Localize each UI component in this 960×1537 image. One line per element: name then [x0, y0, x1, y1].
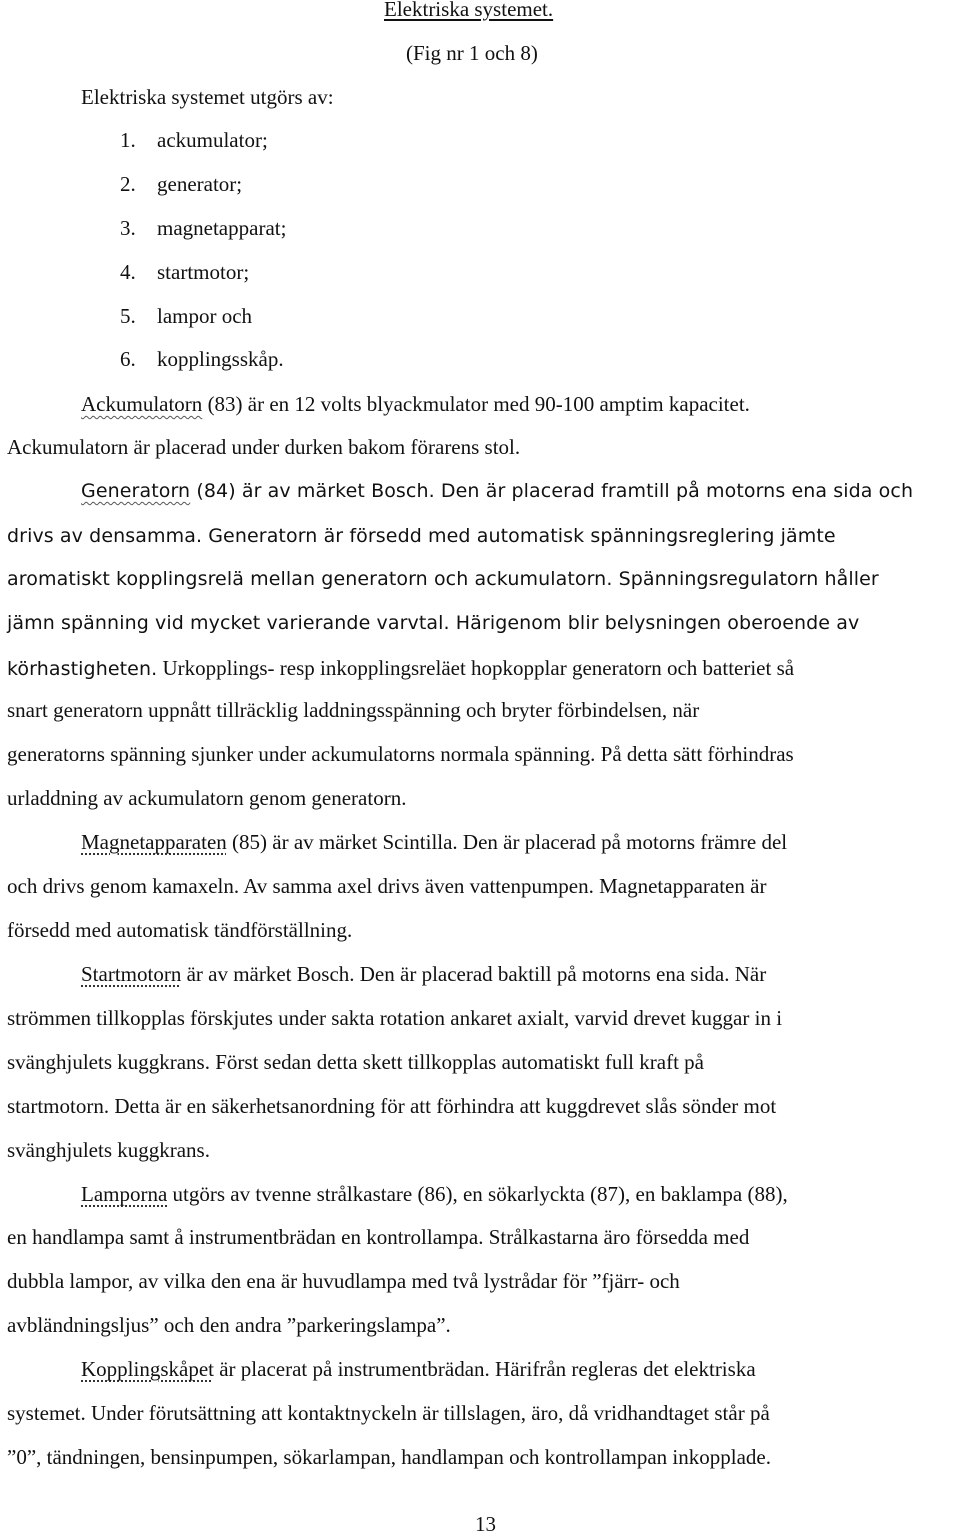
text-line: snart generatorn uppnått tillräcklig laddningsspänning och bryter förbindelsen, när: [7, 698, 700, 722]
text-line: ”0”, tändningen, bensinpumpen, sökarlampan, handlampan och kontrollampan inkopplade.: [7, 1445, 771, 1469]
text-line: systemet. Under förutsättning att kontaktnyckeln är tillslagen, äro, då vridhandtaget står på: [7, 1401, 770, 1425]
text-line: jämn spänning vid mycket varierande varvtal. Härigenom blir belysningen oberoende av: [7, 612, 860, 634]
list-text: startmotor;: [157, 260, 250, 284]
term-kopplingskapet: Kopplingskåpet: [81, 1357, 214, 1381]
text-line: [81, 830, 787, 855]
text-line: [7, 656, 794, 681]
list-number: 3.: [120, 216, 136, 240]
list-text: generator;: [157, 172, 243, 196]
text-line: [7, 525, 836, 547]
text-line: dubbla lampor, av vilka den ena är huvudlampa med två lystrådar för ”fjärr- och: [7, 1269, 680, 1293]
text-line: svänghjulets kuggkrans. Först sedan detta skett tillkopplas automatiskt full kraft på: [7, 1050, 704, 1074]
term-startmotorn: Startmotorn: [81, 962, 182, 986]
text-run: utgörs av tvenne strålkastare (86), en sökarlyckta (87), en baklampa (88),: [167, 1182, 788, 1206]
list-text: magnetapparat;: [157, 216, 287, 240]
text-run: Generatorn är försedd med automatisk spänningsreglering jämte: [202, 525, 836, 547]
text-run: är av märket Bosch. Den är placerad baktill på motorns ena sida. När: [181, 962, 767, 986]
text-line: startmotorn. Detta är en säkerhetsanordning för att förhindra att kuggdrevet slås sönder mot: [7, 1094, 777, 1118]
text-line: [81, 1357, 756, 1382]
list-number: 2.: [120, 172, 136, 196]
list-text: kopplingsskåp.: [157, 347, 284, 371]
list-number: 4.: [120, 260, 136, 284]
term-generatorn: Generatorn: [81, 480, 191, 502]
text-run: Urkopplings- resp inkopplingsreläet hopkopplar generatorn och batteriet så: [157, 656, 795, 680]
text-line: försedd med automatisk tändförställning.: [7, 918, 353, 942]
text-line: [81, 392, 750, 417]
term-lamporna: Lamporna: [81, 1182, 168, 1206]
text-line: och drivs genom kamaxeln. Av samma axel drivs även vattenpumpen. Magnetapparaten är: [7, 874, 767, 898]
list-text: lampor och: [157, 304, 253, 328]
list-number: 1.: [120, 128, 136, 152]
text-line: [81, 962, 766, 987]
term-ackumulatorn: Ackumulatorn: [81, 392, 203, 416]
text-line: Ackumulatorn är placerad under durken bakom förarens stol.: [7, 435, 521, 459]
text-line: strömmen tillkopplas förskjutes under sakta rotation ankaret axialt, varvid drevet kuggar in i: [7, 1006, 783, 1030]
list-number: 5.: [120, 304, 136, 328]
text-line: [81, 480, 913, 502]
text-run: är placerat på instrumentbrädan. Härifrån regleras det elektriska: [213, 1357, 756, 1381]
list-number: 6.: [120, 347, 136, 371]
term-magnetapparaten: Magnetapparaten: [81, 830, 227, 854]
list-text: ackumulator;: [157, 128, 268, 152]
text-run: körhastigheten.: [7, 658, 158, 680]
text-run: (83) är en 12 volts blyackmulator med 90-100 amptim kapacitet.: [202, 392, 750, 416]
page-title: Elektriska systemet.: [384, 0, 554, 21]
figure-reference: (Fig nr 1 och 8): [406, 41, 538, 65]
text-line: generatorns spänning sjunker under ackumulatorns normala spänning. På detta sätt förhindras: [7, 742, 794, 766]
text-line: svänghjulets kuggkrans.: [7, 1138, 210, 1162]
text-run: drivs av densamma.: [7, 525, 203, 547]
text-run: (85) är av märket Scintilla. Den är placerad på motorns främre del: [226, 830, 788, 854]
text-line: urladdning av ackumulatorn genom generatorn.: [7, 786, 407, 810]
text-line: avbländningsljus” och den andra ”parkeringslampa”.: [7, 1313, 451, 1337]
page-number: 13: [475, 1512, 496, 1536]
text-line: en handlampa samt å instrumentbrädan en kontrollampa. Strålkastarna äro försedda med: [7, 1225, 750, 1249]
text-line: [81, 1182, 788, 1207]
text-run: (84) är av märket Bosch. Den är placerad framtill på motorns ena sida och: [190, 480, 914, 502]
intro-line: Elektriska systemet utgörs av:: [81, 85, 334, 109]
text-line: aromatiskt kopplingsrelä mellan generatorn och ackumulatorn. Spänningsregulatorn håller: [7, 568, 879, 590]
